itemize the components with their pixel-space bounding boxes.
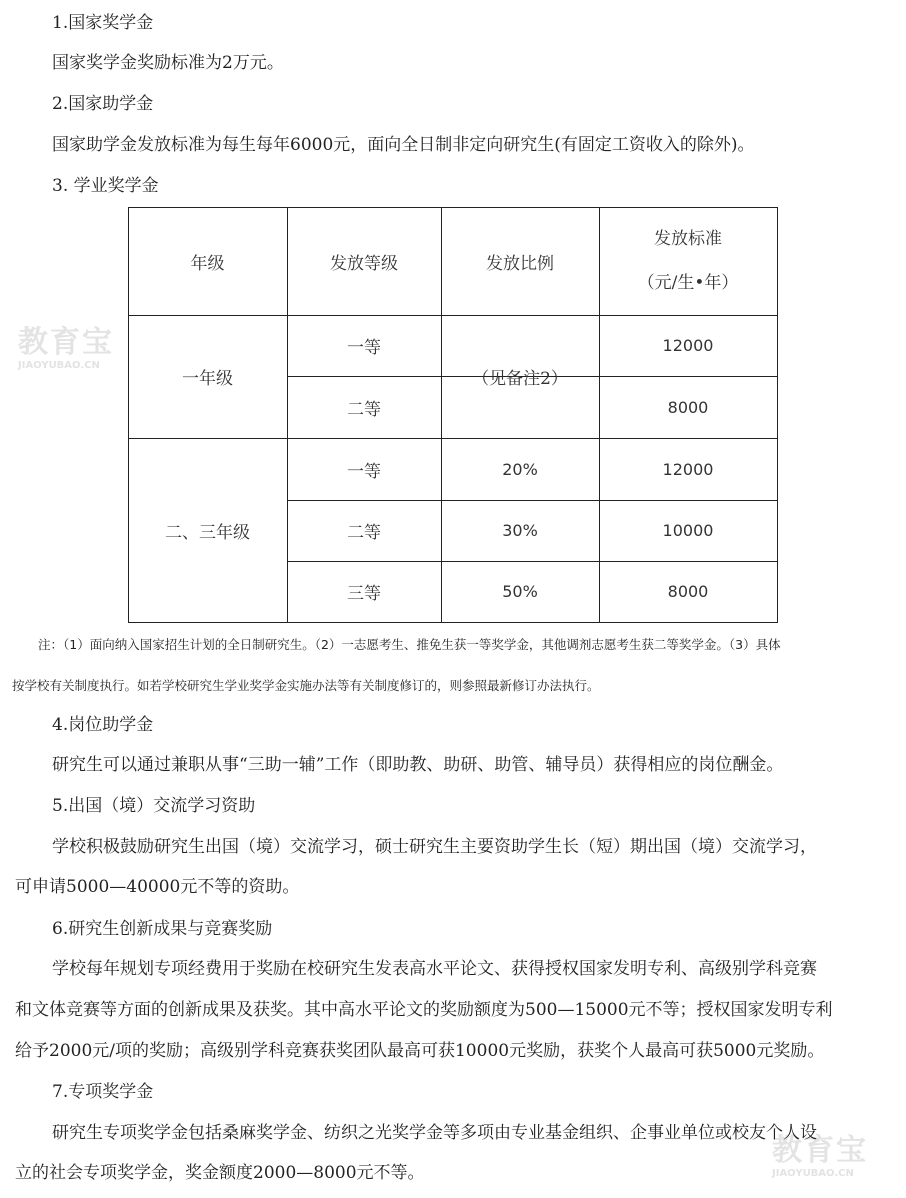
header-level: 发放等级 [330,253,398,274]
section-7-heading: 7.专项奖学金 [52,1082,154,1102]
watermark-right-en: JIAOYUBAO.CN [772,1168,854,1179]
watermark-left-en: JIAOYUBAO.CN [18,360,100,371]
year23-ratio-1: 20% [502,459,538,479]
header-grade: 年级 [190,253,225,274]
header-standard-line1: 发放标准 [654,229,722,249]
year1-level-2: 二等 [347,399,381,420]
section-6-body-line3: 给予2000元/项的奖励；高级别学科竞赛获奖团队最高可获10000元奖励，获奖个人最高可获5000元奖励。 [15,1041,825,1061]
section-4-body: 研究生可以通过兼职从事“三助一辅”工作（即助教、助研、助管、辅导员）获得相应的岗位酬金。 [52,755,784,775]
section-7-body-line2: 立的社会专项奖学金，奖金额度2000—8000元不等。 [15,1163,425,1183]
section-2-body: 国家助学金发放标准为每生每年6000元，面向全日制非定向研究生(有固定工资收入的除外)。 [52,135,755,155]
section-4-heading: 4.岗位助学金 [52,715,154,735]
watermark-right-cn: 教育宝 [772,1133,868,1168]
grade-year1: 一年级 [182,369,233,389]
table-note-line2: 按学校有关制度执行。如若学校研究生学业奖学金实施办法等有关制度修订的，则参照最新修订办法执行。 [12,678,600,693]
section-2-heading: 2.国家助学金 [52,94,154,114]
header-ratio: 发放比例 [486,253,554,274]
section-3-heading: 3. 学业奖学金 [52,176,159,196]
section-5-heading: 5.出国（境）交流学习资助 [52,796,256,816]
year1-level-1: 一等 [347,338,381,358]
table-note-line1: 注：（1）面向纳入国家招生计划的全日制研究生。（2）一志愿考生、推免生获一等奖学金，其他调剂志愿考生获二等奖学金。（3）具体 [38,637,781,652]
watermark-left [18,326,114,372]
year1-ratio: （见备注2） [472,369,568,389]
year23-amount-2: 10000 [662,521,714,540]
watermark-left-cn: 教育宝 [18,325,114,360]
section-1-body: 国家奖学金奖励标准为2万元。 [52,53,284,73]
header-standard [599,207,777,315]
year23-ratio-3: 50% [502,582,538,601]
year23-amount-1: 12000 [662,459,714,479]
section-6-body-line2: 和文体竞赛等方面的创新成果及获奖。其中高水平论文的奖励额度为500—15000元不等；授权国家发明专利 [15,1000,833,1020]
year1-amount-2: 8000 [667,397,709,417]
scholarship-table [128,207,778,623]
header-standard-line2: （元/生•年） [637,273,739,293]
section-6-body-line1: 学校每年规划专项经费用于奖励在校研究生发表高水平论文、获得授权国家发明专利、高级别学科竞赛 [52,959,817,979]
section-7-body-line1: 研究生专项奖学金包括桑麻奖学金、纺织之光奖学金等多项由专业基金组织、企事业单位或校友个人设 [52,1123,817,1143]
year23-level-1: 一等 [347,461,381,482]
section-5-body-line1: 学校积极鼓励研究生出国（境）交流学习，硕士研究生主要资助学生长（短）期出国（境）交流学习， [52,837,817,857]
year23-ratio-2: 30% [502,521,538,540]
grade-year23: 二、三年级 [165,522,250,543]
section-5-body-line2: 可申请5000—40000元不等的资助。 [15,877,300,897]
section-6-heading: 6.研究生创新成果与竞赛奖励 [52,919,273,939]
year23-level-2: 二等 [347,523,381,543]
year23-level-3: 三等 [347,584,381,604]
year23-amount-3: 8000 [667,582,709,601]
section-1-heading: 1.国家奖学金 [52,13,154,33]
year1-amount-1: 12000 [662,336,714,355]
